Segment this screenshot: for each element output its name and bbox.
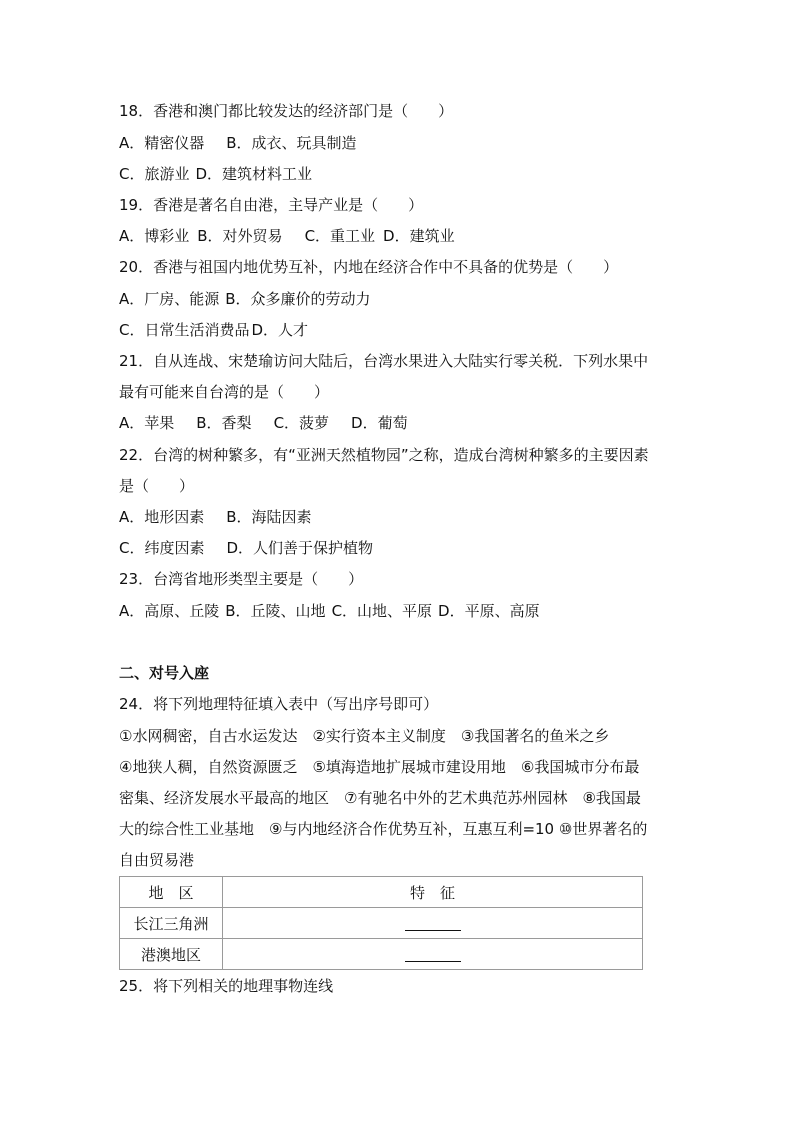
option-a: A．博彩业 (119, 227, 190, 245)
option-c: C．重工业 (304, 227, 376, 245)
question-24-items-line3: 密集、经济发展水平最高的地区 ⑦有驰名中外的艺术典范苏州园林 ⑧我国最 (119, 789, 641, 807)
option-a: A．厂房、能源 (119, 290, 220, 308)
header-feature: 特 征 (223, 877, 643, 908)
section-heading: 二、对号入座 (119, 664, 210, 682)
question-25-stem: 25．将下列相关的地理事物连线 (119, 977, 334, 995)
option-b: B．成衣、玩具制造 (226, 134, 357, 152)
question-18-options-row2 (119, 164, 312, 184)
question-22-options-row1 (119, 507, 312, 527)
answer-blank[interactable] (405, 947, 461, 962)
question-22-stem-line1: 22．台湾的树种繁多，有“亚洲天然植物园”之称，造成台湾树种繁多的主要因素 (119, 446, 649, 464)
table-row (120, 908, 643, 939)
option-a: A．精密仪器 (119, 134, 205, 152)
option-c: C．旅游业 (119, 165, 190, 183)
option-d: D．平原、高原 (438, 602, 540, 620)
header-region: 地 区 (120, 877, 223, 908)
option-d: D．葡萄 (351, 414, 408, 432)
option-a: A．高原、丘陵 (119, 602, 220, 620)
question-23-options (119, 601, 540, 621)
option-a: A．地形因素 (119, 508, 205, 526)
option-c: C．日常生活消费品 (119, 321, 250, 339)
question-20-options-row2 (119, 320, 308, 340)
question-24-items-line5: 自由贸易港 (119, 851, 195, 869)
answer-cell[interactable] (223, 939, 643, 970)
question-22-options-row2 (119, 538, 373, 558)
option-d: D．建筑材料工业 (195, 165, 313, 183)
option-c: C．纬度因素 (119, 539, 205, 557)
question-24-stem: 24．将下列地理特征填入表中（写出序号即可） (119, 695, 439, 713)
question-24-items-line4: 大的综合性工业基地 ⑨与内地经济合作优势互补，互惠互利=10 ⑩世界著名的 (119, 820, 648, 838)
option-a: A．苹果 (119, 414, 175, 432)
feature-table (119, 876, 643, 970)
question-23-stem: 23．台湾省地形类型主要是（ ） (119, 570, 364, 588)
question-19-stem: 19．香港是著名自由港，主导产业是（ ） (119, 196, 424, 214)
option-b: B．丘陵、山地 (225, 602, 326, 620)
question-20-options-row1 (119, 289, 371, 309)
table-header-row (120, 877, 643, 908)
option-d: D．建筑业 (383, 227, 455, 245)
question-24-items-line1: ①水网稠密，自古水运发达 ②实行资本主义制度 ③我国著名的鱼米之乡 (119, 727, 610, 745)
question-24-items-line2: ④地狭人稠，自然资源匮乏 ⑤填海造地扩展城市建设用地 ⑥我国城市分布最 (119, 758, 640, 776)
option-d: D．人才 (251, 321, 309, 339)
option-b: B．海陆因素 (226, 508, 312, 526)
option-b: B．香梨 (196, 414, 252, 432)
question-18-options-row1 (119, 133, 357, 153)
question-21-options (119, 413, 408, 433)
question-21-stem-line2: 最有可能来自台湾的是（ ） (119, 383, 330, 401)
option-b: B．众多廉价的劳动力 (225, 290, 371, 308)
question-19-options (119, 226, 455, 246)
answer-blank[interactable] (405, 916, 461, 931)
option-c: C．菠萝 (273, 414, 330, 432)
question-20-stem: 20．香港与祖国内地优势互补，内地在经济合作中不具备的优势是（ ） (119, 258, 619, 276)
option-c: C．山地、平原 (331, 602, 433, 620)
question-18-stem: 18．香港和澳门都比较发达的经济部门是（ ） (119, 102, 454, 120)
option-d: D．人们善于保护植物 (226, 539, 374, 557)
question-21-stem-line1: 21．自从连战、宋楚瑜访问大陆后，台湾水果进入大陆实行零关税．下列水果中 (119, 352, 649, 370)
option-b: B．对外贸易 (197, 227, 283, 245)
region-cell: 长江三角洲 (120, 908, 223, 939)
table-row (120, 939, 643, 970)
question-22-stem-line2: 是（ ） (119, 477, 195, 495)
region-cell: 港澳地区 (120, 939, 223, 970)
answer-cell[interactable] (223, 908, 643, 939)
